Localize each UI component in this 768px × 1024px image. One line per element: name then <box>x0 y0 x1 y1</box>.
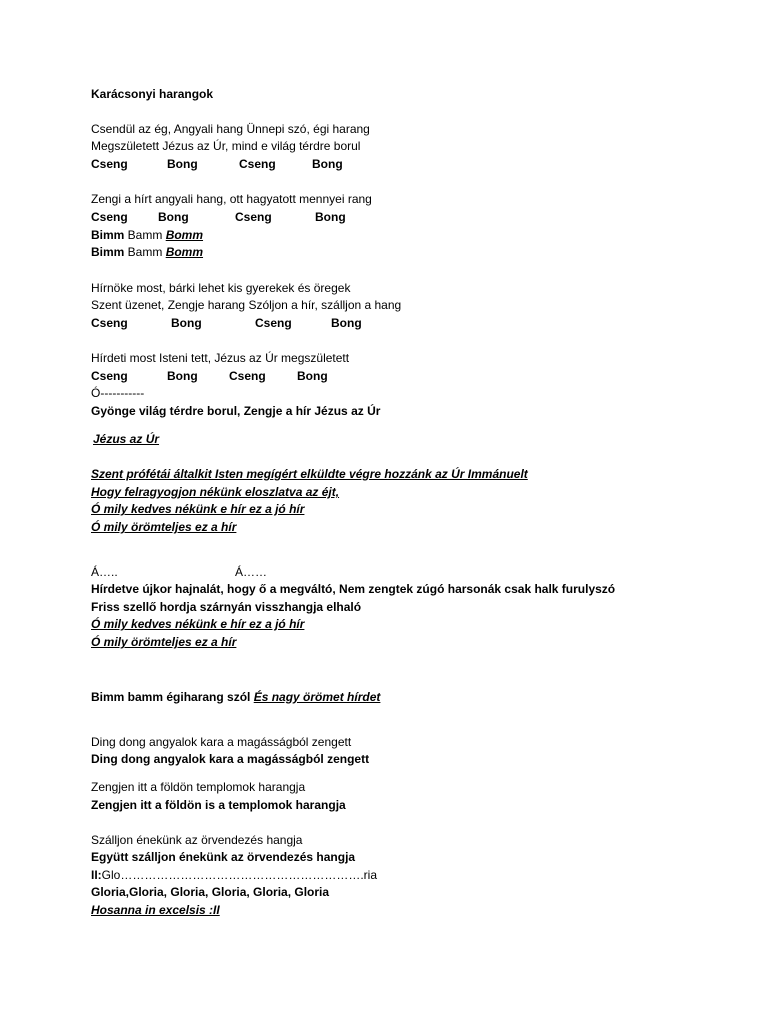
a-line-1: Á….. <box>91 565 118 579</box>
bomm-word: Bomm <box>165 228 204 242</box>
verse2-bong-1: Bong <box>158 210 189 224</box>
verse3-bong-2: Bong <box>331 316 362 330</box>
refrain1-line4: Ó mily örömteljes ez a hír <box>91 520 237 534</box>
bimmbamm-line <box>91 689 380 705</box>
bomm-word: Bomm <box>165 245 204 259</box>
refrain2-line2: Ó mily örömteljes ez a hír <box>91 635 237 649</box>
song-title: Karácsonyi harangok <box>91 87 214 101</box>
verse1-bong-2: Bong <box>312 157 343 171</box>
verse3-line2: Szent üzenet, Zengje harang Szóljon a hír, szálljon a hang <box>91 298 402 312</box>
glo-line <box>91 867 377 883</box>
verse4-line1: Hírdeti most Isteni tett, Jézus az Úr megszületett <box>91 351 350 365</box>
refrain1-line2: Hogy felragyogjon nékünk eloszlatva az éjt, <box>91 485 340 499</box>
verse1-cseng-1: Cseng <box>91 157 128 171</box>
bimm-word: Bimm <box>91 245 125 259</box>
glo-prefix: II: <box>91 868 102 882</box>
glo-text: Glo…………………………………………………….ria <box>101 868 378 882</box>
hosanna-line: Hosanna in excelsis :II <box>91 903 220 917</box>
verse2-cseng-1: Cseng <box>91 210 128 224</box>
szalljon-line-1: Szálljon énekünk az örvendezés hangja <box>91 833 303 847</box>
verse2-cseng-2: Cseng <box>235 210 272 224</box>
refrain2-line1: Ó mily kedves nékünk e hír ez a jó hír <box>91 617 305 631</box>
verse4-gyonge-line: Gyönge világ térdre borul, Zengje a hír Jézus az Úr <box>91 404 381 418</box>
zengjen-line-2: Zengjen itt a földön is a templomok harangja <box>91 798 346 812</box>
verse3-cseng-1: Cseng <box>91 316 128 330</box>
a-line-2: Á…… <box>235 565 268 579</box>
bamm-word: Bamm <box>124 228 166 242</box>
verse1-bong-1: Bong <box>167 157 198 171</box>
szalljon-line-2: Együtt szálljon énekünk az örvendezés hangja <box>91 850 356 864</box>
zengjen-line-1: Zengjen itt a földön templomok harangja <box>91 780 306 794</box>
ding-line-2: Ding dong angyalok kara a magásságból zengett <box>91 752 370 766</box>
verse4-bong-2: Bong <box>297 369 328 383</box>
refrain1-line1: Szent prófétái általkit Isten megígért elküldte végre hozzánk az Úr Immánuelt <box>91 467 528 481</box>
verse1-line1: Csendül az ég, Angyali hang Ünnepi szó, égi harang <box>91 122 370 136</box>
verse2-line1: Zengi a hírt angyali hang, ott hagyatott mennyei rang <box>91 192 372 206</box>
verse4-o-line: Ó----------- <box>91 386 145 400</box>
verse4-cseng-1: Cseng <box>91 369 128 383</box>
verse3-bong-1: Bong <box>171 316 202 330</box>
verse3-line1: Hírnöke most, bárki lehet kis gyerekek és öregek <box>91 281 351 295</box>
refrain1-line3: Ó mily kedves nékünk e hír ez a jó hír <box>91 502 305 516</box>
verse2-bong-2: Bong <box>315 210 346 224</box>
bimmbamm-emph: És nagy örömet hírdet <box>253 690 381 704</box>
bamm-word: Bamm <box>124 245 166 259</box>
verse2-bimm-line-1 <box>91 227 203 243</box>
verse2-bimm-line-2 <box>91 244 203 260</box>
friss-line: Friss szellő hordja szárnyán visszhangja elhaló <box>91 600 362 614</box>
verse4-bong-1: Bong <box>167 369 198 383</box>
bimmbamm-plain: Bimm bamm égiharang szól <box>91 690 254 704</box>
hirdetve-line: Hírdetve újkor hajnalát, hogy ő a megváltó, Nem zengtek zúgó harsonák csak halk furulyszó <box>91 582 616 596</box>
verse1-cseng-2: Cseng <box>239 157 276 171</box>
ding-line-1: Ding dong angyalok kara a magásságból zengett <box>91 735 352 749</box>
bimm-word: Bimm <box>91 228 125 242</box>
jezus-line: Jézus az Úr <box>93 432 160 446</box>
gloria-line: Gloria,Gloria, Gloria, Gloria, Gloria, Gloria <box>91 885 330 899</box>
verse3-cseng-2: Cseng <box>255 316 292 330</box>
verse4-cseng-2: Cseng <box>229 369 266 383</box>
verse1-line2: Megszületett Jézus az Úr, mind e világ térdre borul <box>91 139 361 153</box>
